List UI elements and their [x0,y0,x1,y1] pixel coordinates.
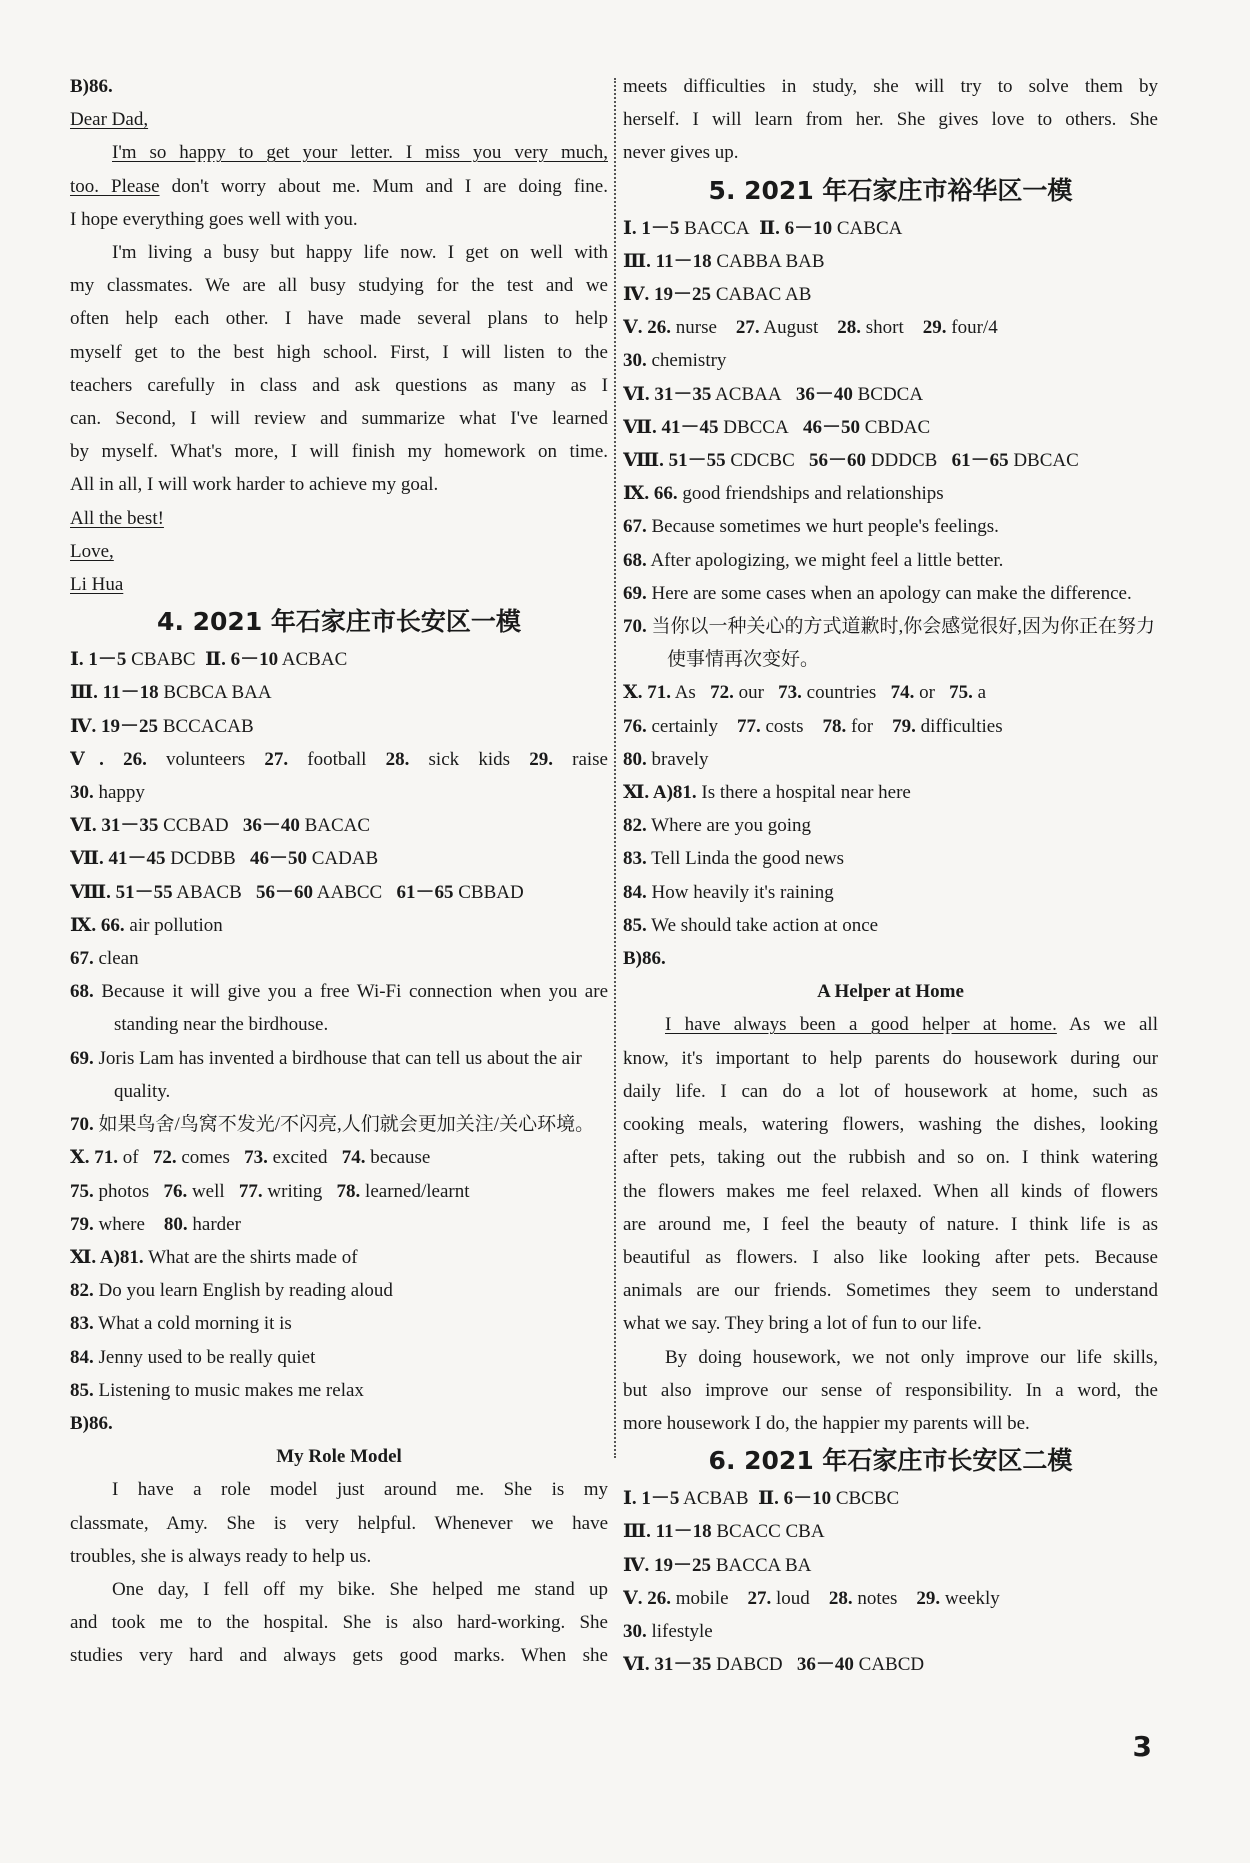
answer-row: 85. Listening to music makes me relax [70,1379,364,1401]
answer-row: Ⅶ. 41－45 DBCCA 46－50 CBDAC [623,416,931,438]
answer-row: 83. What a cold morning it is [70,1313,292,1335]
essay-line: cooking meals, watering flowers, washing the dishes, looking [623,1114,1158,1136]
letter-line: teachers carefully in class and ask questions as many as I [70,374,608,396]
essay-line: the flowers makes me feel relaxed. When all kinds of flowers [623,1180,1158,1202]
essay-line: are around me, I feel the beauty of nature. I think life is as [623,1213,1158,1235]
letter-line: All in all, I will work harder to achieve my goal. [70,474,439,496]
essay-line: troubles, she is always ready to help us. [70,1545,372,1567]
answer-row: 79. where 80. harder [70,1213,241,1235]
answer-row: 76. certainly 77. costs 78. for 79. difficulties [623,715,1003,737]
answer-row: Ⅹ. 71. of 72. comes 73. excited 74. because [70,1147,431,1169]
answer-row: Ⅹ. 71. As 72. our 73. countries 74. or 75. a [623,682,987,704]
essay-line: and took me to the hospital. She is also hard-working. She [70,1612,608,1634]
section-title: 5. 2021 年石家庄市裕华区一模 [708,175,1073,205]
answer-row: 30. happy [70,782,145,804]
letter-line: I hope everything goes well with you. [70,208,358,230]
answer-row: Ⅰ. 1－5 BACCA Ⅱ. 6－10 CABCA [623,217,903,239]
answer-row: 67. Because sometimes we hurt people's feelings. [623,516,999,538]
answer-row: 70. 当你以一种关心的方式道歉时,你会感觉很好,因为你正在努力使事情再次变好。 [623,616,1156,671]
answer-row: Ⅲ. 11－18 BCACC CBA [623,1521,825,1543]
left-column [70,70,608,1673]
answer-row: Ⅵ. 31－35 CCBAD 36－40 BACAC [70,815,371,837]
answer-row: Ⅵ. 31－35 DABCD 36－40 CABCD [623,1654,925,1676]
answer-row: Ⅰ. 1－5 ACBAB Ⅱ. 6－10 CBCBC [623,1488,900,1510]
answer-b86: B)86. [70,76,113,97]
answer-row: Ⅳ. 19－25 CABAC AB [623,284,812,306]
essay-line: One day, I fell off my bike. She helped me stand up [112,1578,608,1600]
answer-row: 69. Here are some cases when an apology can make the difference. [623,582,1132,604]
answer-row: Ⅷ. 51－55 ABACB 56－60 AABCC 61－65 CBBAD [70,881,524,903]
essay-line: what we say. They bring a lot of fun to our life. [623,1313,982,1335]
essay-line: classmate, Amy. She is very helpful. Whenever we have [70,1512,608,1534]
answer-row: 67. clean [70,948,139,970]
essay-title: A Helper at Home [817,981,964,1003]
answer-row: Ⅴ. 26. volunteers 27. football 28. sick kids 29. raise [70,748,608,770]
essay-line: I have always been a good helper at home. As we all [665,1014,1158,1036]
essay-line: beautiful as flowers. I also like looking after pets. Because [623,1246,1158,1268]
essay-line: never gives up. [623,142,739,164]
right-column [623,70,1158,1681]
answer-row: Ⅲ. 11－18 CABBA BAB [623,250,825,272]
answer-row: 69. Joris Lam has invented a birdhouse that can tell us about the air quality. [70,1047,582,1102]
essay-line: animals are our friends. Sometimes they seem to understand [623,1280,1158,1302]
answer-row: Ⅴ. 26. nurse 27. August 28. short 29. four/4 [623,317,998,339]
letter-line: my classmates. We are all busy studying for the test and we [70,275,608,297]
answer-row: B)86. [70,1412,113,1434]
essay-line: know, it's important to help parents do housework during our [623,1047,1158,1069]
letter-signature: Li Hua [70,574,124,596]
answer-row: 30. chemistry [623,350,727,372]
answer-row: 83. Tell Linda the good news [623,848,845,870]
letter-line: by myself. What's more, I will finish my homework on time. [70,441,608,463]
answer-row: 68. After apologizing, we might feel a little better. [623,549,1004,571]
letter-closing: All the best! [70,507,164,529]
letter-line: can. Second, I will review and summarize what I've learned [70,408,608,430]
answer-row: B)86. [623,948,666,970]
column-divider [614,78,616,1458]
answer-row: Ⅷ. 51－55 CDCBC 56－60 DDDCB 61－65 DBCAC [623,450,1079,472]
answer-row: Ⅲ. 11－18 BCBCA BAA [70,682,272,704]
answer-row: 30. lifestyle [623,1620,713,1642]
answer-row: 75. photos 76. well 77. writing 78. learned/learnt [70,1180,470,1202]
answer-row: 85. We should take action at once [623,914,879,936]
answer-row: Ⅶ. 41－45 DCDBB 46－50 CADAB [70,848,379,870]
essay-line: but also improve our sense of responsibility. In a word, the [623,1379,1158,1401]
answer-row: 82. Do you learn English by reading aloud [70,1280,393,1302]
answer-row: 82. Where are you going [623,815,812,837]
essay-line: By doing housework, we not only improve our life skills, [665,1346,1158,1368]
letter-line: I'm living a busy but happy life now. I get on well with [112,242,608,264]
letter-line: often help each other. I have made several plans to help [70,308,608,330]
letter-greeting: Dear Dad, [70,109,149,131]
letter-line: myself get to the best high school. First, I will listen to the [70,341,608,363]
letter-line: I'm so happy to get your letter. I miss you very much, [112,142,608,164]
section-title: 4. 2021 年石家庄市长安区一模 [157,607,521,637]
answer-row: Ⅳ. 19－25 BCCACAB [70,715,254,737]
answer-row: 80. bravely [623,748,709,770]
answer-row: Ⅸ. 66. air pollution [70,914,223,936]
answer-row: Ⅴ. 26. mobile 27. loud 28. notes 29. weekly [623,1587,1000,1609]
essay-line: after pets, taking out the rubbish and so on. I think watering [623,1147,1158,1169]
essay-line: more housework I do, the happier my parents will be. [623,1412,1030,1434]
page-number: 3 [1132,1730,1152,1763]
letter-closing: Love, [70,540,114,562]
essay-line: daily life. I can do a lot of housework at home, such as [623,1080,1158,1102]
answer-row: Ⅸ. 66. good friendships and relationships [623,483,944,505]
essay-title: My Role Model [276,1446,402,1468]
answer-row: 84. How heavily it's raining [623,881,834,903]
answer-row: Ⅵ. 31－35 ACBAA 36－40 BCDCA [623,383,924,405]
answer-row: 84. Jenny used to be really quiet [70,1346,316,1368]
answer-row: 68. Because it will give you a free Wi-Fi connection when you are standing near the birdhouse. [70,981,608,1036]
answer-row: Ⅺ. A)81. Is there a hospital near here [623,782,911,804]
answer-row: Ⅰ. 1－5 CBABC Ⅱ. 6－10 ACBAC [70,649,348,671]
essay-line: meets difficulties in study, she will try to solve them by [623,76,1158,97]
section-title: 6. 2021 年石家庄市长安区二模 [708,1446,1073,1476]
answer-row: Ⅺ. A)81. What are the shirts made of [70,1246,358,1268]
essay-line: I have a role model just around me. She is my [112,1479,608,1501]
answer-row: 70. 如果鸟舍/鸟窝不发光/不闪亮,人们就会更加关注/关心环境。 [70,1114,595,1136]
letter-line: too. Please don't worry about me. Mum and I are doing fine. [70,175,608,197]
answer-row: Ⅳ. 19－25 BACCA BA [623,1554,812,1576]
essay-line: herself. I will learn from her. She gives love to others. She [623,109,1158,131]
essay-line: studies very hard and always gets good marks. When she [70,1645,608,1667]
